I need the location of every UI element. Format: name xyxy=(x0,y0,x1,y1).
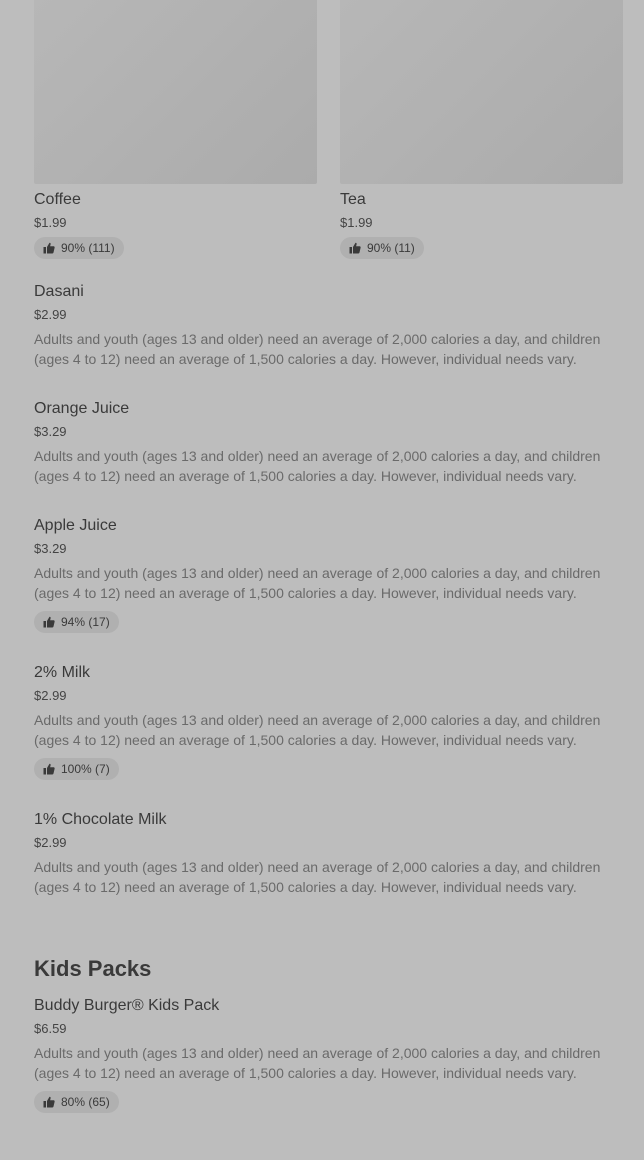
item-name: 2% Milk xyxy=(34,664,91,681)
item-price: $3.29 xyxy=(34,541,67,556)
item-price: $1.99 xyxy=(34,215,67,230)
menu-item-buddy-burger-kids-pack[interactable] xyxy=(34,996,624,1113)
item-description: Adults and youth (ages 13 and older) need an average of 2,000 calories a day, and children (ages 4 to 12) need an average of 1,500 calories a day. However, individual needs vary. xyxy=(34,712,601,748)
rating-text: 90% (111) xyxy=(61,241,115,255)
item-price: $6.59 xyxy=(34,1021,67,1036)
thumbs-up-icon xyxy=(349,242,361,254)
rating-text: 94% (17) xyxy=(61,615,110,629)
thumbs-up-icon xyxy=(43,1096,55,1108)
rating-text: 100% (7) xyxy=(61,762,110,776)
thumbs-up-icon xyxy=(43,616,55,628)
item-price: $3.29 xyxy=(34,424,67,439)
featured-grid xyxy=(34,0,624,259)
item-name: Coffee xyxy=(34,191,81,208)
item-name: Buddy Burger® Kids Pack xyxy=(34,997,220,1014)
menu-card-tea[interactable] xyxy=(340,0,623,259)
menu-item-apple-juice[interactable] xyxy=(34,516,624,633)
menu-content xyxy=(34,0,624,1113)
rating-badge xyxy=(34,611,119,633)
item-name: Orange Juice xyxy=(34,400,130,417)
item-price: $2.99 xyxy=(34,307,67,322)
item-name: Tea xyxy=(340,191,366,208)
section-title: Kids Packs xyxy=(34,956,152,981)
menu-item-2-milk[interactable] xyxy=(34,663,624,780)
item-description: Adults and youth (ages 13 and older) need an average of 2,000 calories a day, and children (ages 4 to 12) need an average of 1,500 calories a day. However, individual needs vary. xyxy=(34,859,601,895)
item-price: $2.99 xyxy=(34,835,67,850)
thumbs-up-icon xyxy=(43,242,55,254)
item-name: Dasani xyxy=(34,283,84,300)
rating-text: 90% (11) xyxy=(367,241,415,255)
rating-badge xyxy=(34,1091,119,1113)
menu-item-orange-juice[interactable] xyxy=(34,399,624,486)
menu-item-dasani[interactable] xyxy=(34,282,624,369)
item-description: Adults and youth (ages 13 and older) need an average of 2,000 calories a day, and children (ages 4 to 12) need an average of 1,500 calories a day. However, individual needs vary. xyxy=(34,1045,601,1081)
item-image[interactable] xyxy=(340,0,623,184)
item-name: 1% Chocolate Milk xyxy=(34,811,167,828)
item-image[interactable] xyxy=(34,0,317,184)
thumbs-up-icon xyxy=(43,763,55,775)
menu-item-chocolate-milk[interactable] xyxy=(34,810,624,897)
rating-text: 80% (65) xyxy=(61,1095,110,1109)
rating-badge xyxy=(340,237,424,259)
item-description: Adults and youth (ages 13 and older) need an average of 2,000 calories a day, and children (ages 4 to 12) need an average of 1,500 calories a day. However, individual needs vary. xyxy=(34,331,601,367)
menu-card-coffee[interactable] xyxy=(34,0,317,259)
rating-badge xyxy=(34,237,124,259)
item-description: Adults and youth (ages 13 and older) need an average of 2,000 calories a day, and children (ages 4 to 12) need an average of 1,500 calories a day. However, individual needs vary. xyxy=(34,565,601,601)
rating-badge xyxy=(34,758,119,780)
item-description: Adults and youth (ages 13 and older) need an average of 2,000 calories a day, and children (ages 4 to 12) need an average of 1,500 calories a day. However, individual needs vary. xyxy=(34,448,601,484)
item-name: Apple Juice xyxy=(34,517,117,534)
item-price: $1.99 xyxy=(340,215,373,230)
item-price: $2.99 xyxy=(34,688,67,703)
